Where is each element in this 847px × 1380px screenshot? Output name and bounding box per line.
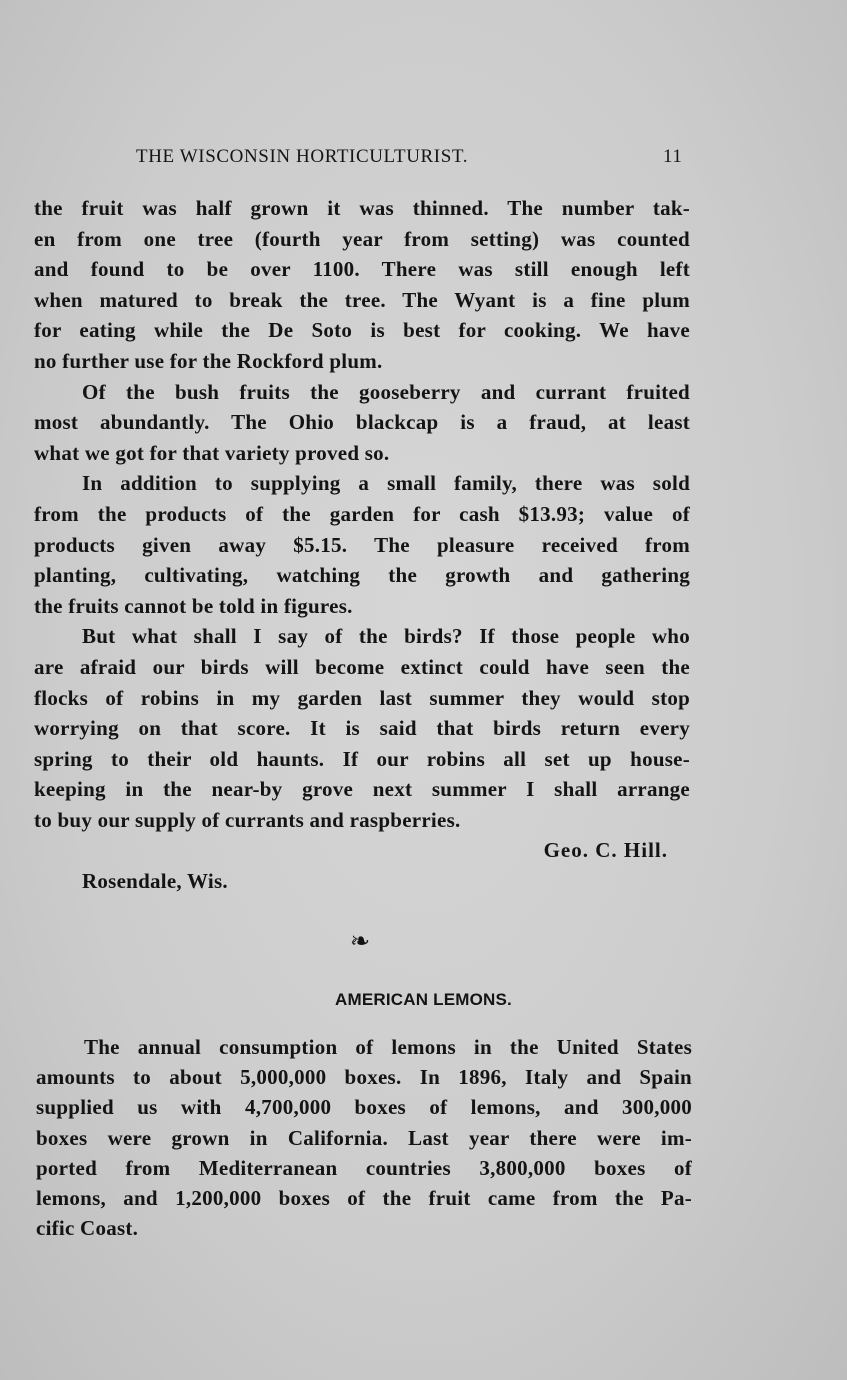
text-line: The annual consumption of lemons in the United States (84, 1035, 692, 1059)
text-line: In addition to supplying a small family, there was sold (82, 471, 690, 496)
text-line: planting, cultivating, watching the growth and gathering (34, 563, 690, 588)
text-line: amounts to about 5,000,000 boxes. In 1896, Italy and Spain (36, 1065, 692, 1090)
text-line: supplied us with 4,700,000 boxes of lemons, and 300,000 (36, 1095, 692, 1120)
running-header (0, 142, 847, 172)
text-line: flocks of robins in my garden last summer they would stop (34, 685, 690, 710)
text-line: the fruit was half grown it was thinned. The number tak- (34, 196, 690, 220)
text-line: worrying on that score. It is said that birds return every (34, 716, 690, 741)
text-line: for eating while the De Soto is best for cooking. We have (34, 318, 690, 343)
text-line: the fruits cannot be told in figures. (34, 593, 353, 618)
text-line: from the products of the garden for cash $13.93; value of (34, 501, 690, 526)
text-line: spring to their old haunts. If our robins all set up house- (34, 746, 690, 771)
text-line: ported from Mediterranean countries 3,800,000 boxes of (36, 1155, 692, 1180)
article-body (34, 193, 690, 897)
section-body (36, 1032, 692, 1243)
text-line: lemons, and 1,200,000 boxes of the fruit came from the Pa- (36, 1185, 692, 1210)
text-line: boxes were grown in California. Last year there were im- (36, 1125, 692, 1150)
text-line: when matured to break the tree. The Wyant is a fine plum (34, 287, 690, 312)
text-line: Of the bush fruits the gooseberry and currant fruited (82, 379, 690, 404)
text-line: en from one tree (fourth year from setting) was counted (34, 226, 690, 251)
section-ornament: ❧ (350, 929, 371, 955)
author-signature: Geo. C. Hill. (543, 838, 668, 863)
text-line: cific Coast. (36, 1216, 139, 1241)
text-line: and found to be over 1100. There was still enough left (34, 257, 690, 282)
author-location: Rosendale, Wis. (82, 869, 228, 894)
text-line: most abundantly. The Ohio blackcap is a fraud, at least (34, 410, 690, 435)
text-line: what we got for that variety proved so. (34, 440, 390, 465)
text-line: products given away $5.15. The pleasure received from (34, 532, 690, 557)
text-line: to buy our supply of currants and raspberries. (34, 807, 461, 832)
section-heading: AMERICAN LEMONS. (335, 990, 512, 1009)
text-line: keeping in the near-by grove next summer I shall arrange (34, 777, 690, 802)
running-title: THE WISCONSIN HORTICULTURIST. (136, 146, 469, 167)
page-number: 11 (663, 146, 683, 167)
text-line: But what shall I say of the birds? If those people who (82, 624, 690, 649)
text-line: are afraid our birds will become extinct could have seen the (34, 654, 690, 679)
text-line: no further use for the Rockford plum. (34, 348, 383, 373)
